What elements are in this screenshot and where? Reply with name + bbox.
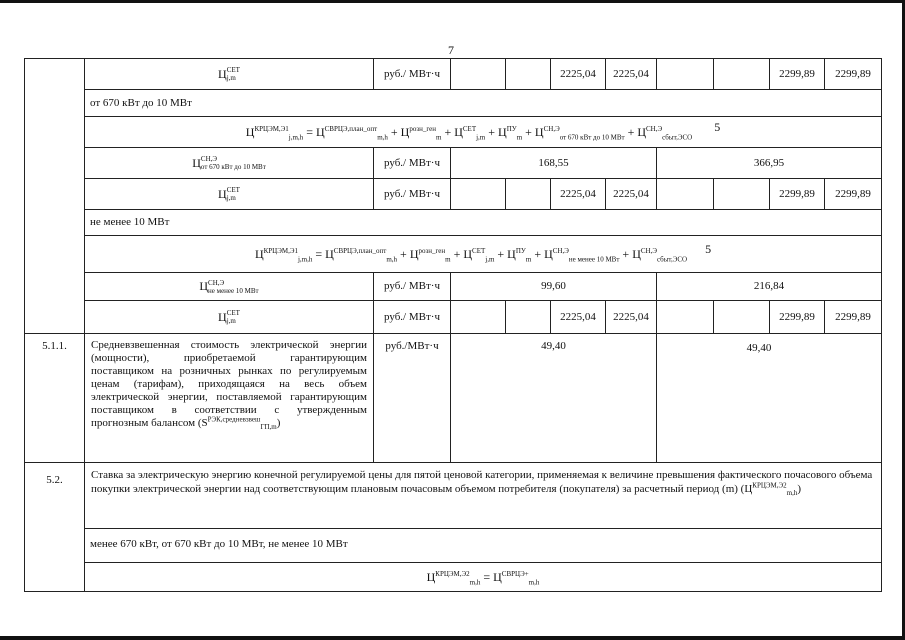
value-cell: 2225,04 [550, 300, 606, 334]
value-cell [656, 333, 882, 463]
empty-cell [505, 58, 551, 90]
value-text: 49,40 [541, 340, 566, 352]
empty-cell [656, 58, 714, 90]
value-cell: 2299,89 [769, 178, 825, 210]
set-label: Ц СЕТ j,m [84, 300, 374, 334]
row-511-description: Средневзвешенная стоимость электрической энергии (мощности), приобретаемой гарантирующим поставщиком на розничных рынках по регулируемым ценам (тарифам), приходящаяся на весь объем электрической энергии, поставляемой гарантирующим поставщиком в соответствии с утвержденным прогнозным балансом $(S^{РЭК,средневзвеш}_{ГП,m})$ [84, 333, 374, 463]
value-cell: 2225,04 [550, 178, 606, 210]
value-cell: 216,84 [656, 272, 882, 301]
value-cell: 366,95 [656, 147, 882, 179]
col-num-upper [24, 58, 85, 334]
value-cell: 99,60 [450, 272, 657, 301]
formula-note: 5 [714, 119, 721, 134]
empty-cell [656, 300, 714, 334]
value-cell: 168,55 [450, 147, 657, 179]
value-cell: 2225,04 [605, 300, 657, 334]
formula-note: 5 [705, 241, 712, 256]
value-cell: 2299,89 [824, 178, 882, 210]
unit-cell: руб./ МВт·ч [373, 178, 451, 210]
formula-cell [84, 235, 882, 273]
value-cell: 2299,89 [824, 58, 882, 90]
set-sub: j,m [226, 74, 236, 82]
value-text: 49,40 [746, 342, 772, 354]
formula: $Ц^{КРЦЭМ,Э1}_{j,m,h} = Ц^{СВРЦЭ,план\_опт}_{m,h} + Ц^{розн\_ген}_m + Ц^{СЕТ}_{j,m} + Ц^{ПУ}_m + Ц^{СН,Э}_{не менее 10 МВт} + Ц^{СН,Э}_{сбыт,ЭСО}$ [254, 246, 688, 263]
empty-cell [450, 58, 506, 90]
unit-cell: руб./ МВт·ч [373, 147, 451, 179]
empty-cell [450, 178, 506, 210]
sn-label: Ц СН,Э не менее 10 МВт [84, 272, 374, 301]
unit-cell: руб./ МВт·ч [373, 300, 451, 334]
sn-label: Ц СН,Э от 670 кВт до 10 МВт [84, 147, 374, 179]
unit-cell [373, 333, 451, 463]
unit-cell: руб./ МВт·ч [373, 272, 451, 301]
unit-cell: руб./ МВт·ч [373, 58, 451, 90]
section-heading: от 670 кВт до 10 МВт [84, 89, 882, 117]
empty-cell [505, 178, 551, 210]
empty-cell [713, 178, 770, 210]
row-511-number: 5.1.1. [42, 339, 67, 352]
section-heading: менее 670 кВт, от 670 кВт до 10 МВт, не менее 10 МВт [84, 528, 882, 563]
empty-cell [713, 300, 770, 334]
value-cell: 2299,89 [769, 300, 825, 334]
set-label-top [84, 58, 374, 90]
formula-cell [84, 562, 882, 592]
page-bottom-border [0, 636, 905, 640]
value-cell: 2299,89 [769, 58, 825, 90]
formula-cell [84, 116, 882, 148]
set-symbol: Ц [218, 66, 227, 81]
unit-text: руб./МВт·ч [385, 340, 439, 352]
empty-cell [505, 300, 551, 334]
empty-cell [450, 300, 506, 334]
row-52-number: 5.2. [46, 473, 63, 486]
empty-cell [656, 178, 714, 210]
value-cell [450, 333, 657, 463]
formula: $Ц^{КРЦЭМ,Э1}_{j,m,h} = Ц^{СВРЦЭ,план\_опт}_{m,h} + Ц^{розн\_ген}_m + Ц^{СЕТ}_{j,m} + Ц^{ПУ}_m + Ц^{СН,Э}_{от 670 кВт до 10 МВт} + Ц^{СН,Э}_{сбыт,ЭСО}$ [245, 124, 693, 141]
value-cell: 2225,04 [550, 58, 606, 90]
row-52-description: Ставка за электрическую энергию конечной регулируемой цены для пятой ценовой категории, применяемая к величине превышения фактического почасового объема покупки электрической энергии над соответствующим плановым почасовым объемом потребителя (покупателя) за расчетный период (m) $(Ц^{КРЦЭМ,Э2}_{m,h})$ [84, 462, 882, 529]
set-label: Ц СЕТ j,m [84, 178, 374, 210]
page-top-border [0, 0, 905, 3]
set-sup: СЕТ [226, 66, 240, 74]
formula: $Ц^{КРЦЭМ,Э2}_{m,h} = Ц^{СВРЦЭ+}_{m,h}$ [426, 569, 540, 586]
value-cell: 2299,89 [824, 300, 882, 334]
page-number: 7 [448, 43, 454, 57]
section-heading: не менее 10 МВт [84, 209, 882, 236]
empty-cell [713, 58, 770, 90]
value-cell: 2225,04 [605, 178, 657, 210]
value-cell: 2225,04 [605, 58, 657, 90]
